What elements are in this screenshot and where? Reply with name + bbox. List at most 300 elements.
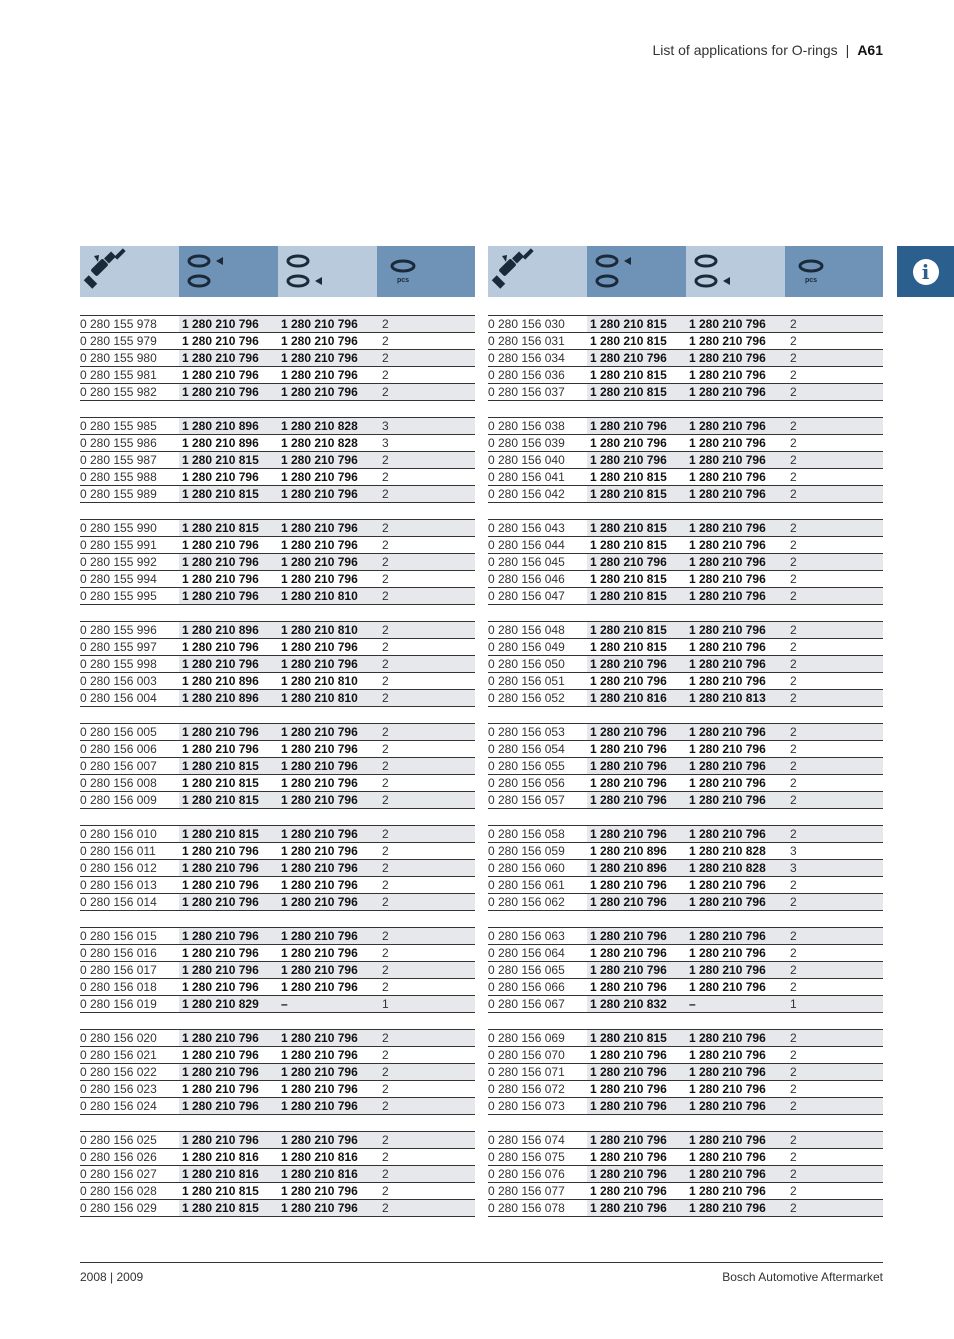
o-ring-upper-cell: 1 280 210 796 — [587, 1047, 686, 1063]
table-row — [488, 1199, 883, 1217]
o-ring-upper-cell: 1 280 210 796 — [587, 826, 686, 842]
quantity-cell: 2 — [377, 622, 475, 638]
quantity-cell: 2 — [377, 1166, 475, 1182]
injector-number-cell: 0 280 156 011 — [80, 843, 179, 859]
row-group — [80, 927, 475, 1013]
injector-number-cell: 0 280 155 995 — [80, 588, 179, 604]
quantity-cell: 2 — [785, 979, 883, 995]
o-ring-lower-cell: 1 280 210 796 — [278, 1183, 377, 1199]
table-row — [488, 1097, 883, 1115]
row-group — [80, 417, 475, 503]
o-ring-upper-cell: 1 280 210 796 — [587, 758, 686, 774]
table-row — [488, 655, 883, 672]
injector-icon — [80, 246, 179, 297]
injector-number-cell: 0 280 155 991 — [80, 537, 179, 553]
o-ring-upper-cell: 1 280 210 816 — [179, 1149, 278, 1165]
o-ring-lower-cell: – — [686, 996, 785, 1012]
table-row — [80, 978, 475, 995]
quantity-cell: 2 — [785, 1132, 883, 1148]
footer-publisher: Bosch Automotive Aftermarket — [722, 1270, 883, 1284]
o-ring-upper-cell: 1 280 210 796 — [179, 860, 278, 876]
left-table — [80, 246, 475, 1233]
quantity-cell: 2 — [785, 741, 883, 757]
injector-number-cell: 0 280 156 008 — [80, 775, 179, 791]
injector-number-cell: 0 280 156 036 — [488, 367, 587, 383]
o-ring-upper-cell: 1 280 210 796 — [587, 928, 686, 944]
table-row — [488, 417, 883, 434]
injector-number-cell: 0 280 156 048 — [488, 622, 587, 638]
row-group — [80, 723, 475, 809]
o-ring-lower-cell: 1 280 210 796 — [686, 554, 785, 570]
o-ring-upper-column-header — [179, 246, 278, 297]
o-ring-upper-cell: 1 280 210 796 — [587, 877, 686, 893]
o-ring-upper-cell: 1 280 210 815 — [587, 486, 686, 502]
o-ring-upper-cell: 1 280 210 815 — [587, 333, 686, 349]
table-row — [80, 893, 475, 911]
table-row — [80, 825, 475, 842]
injector-number-cell: 0 280 155 994 — [80, 571, 179, 587]
o-ring-upper-cell: 1 280 210 796 — [179, 537, 278, 553]
quantity-cell: 2 — [377, 1098, 475, 1114]
o-ring-lower-cell: 1 280 210 796 — [278, 1064, 377, 1080]
quantity-cell: 2 — [377, 588, 475, 604]
o-ring-lower-cell: 1 280 210 796 — [278, 384, 377, 400]
quantity-cell: 2 — [785, 1149, 883, 1165]
o-ring-lower-cell: 1 280 210 796 — [686, 724, 785, 740]
quantity-cell: 2 — [377, 1132, 475, 1148]
o-ring-lower-cell: 1 280 210 796 — [686, 520, 785, 536]
table-row — [80, 332, 475, 349]
injector-number-cell: 0 280 156 058 — [488, 826, 587, 842]
quantity-cell: 1 — [785, 996, 883, 1012]
o-ring-lower-cell: 1 280 210 796 — [278, 486, 377, 502]
injector-number-cell: 0 280 156 007 — [80, 758, 179, 774]
o-ring-upper-cell: 1 280 210 796 — [179, 843, 278, 859]
o-ring-lower-cell: 1 280 210 796 — [686, 758, 785, 774]
o-ring-upper-cell: 1 280 210 796 — [587, 1149, 686, 1165]
injector-number-cell: 0 280 156 054 — [488, 741, 587, 757]
quantity-cell: 2 — [785, 724, 883, 740]
injector-number-cell: 0 280 156 014 — [80, 894, 179, 910]
quantity-cell: 2 — [377, 928, 475, 944]
table-row — [488, 893, 883, 911]
injector-number-cell: 0 280 155 978 — [80, 316, 179, 332]
table-row — [80, 842, 475, 859]
o-ring-lower-cell: 1 280 210 796 — [278, 877, 377, 893]
injector-number-cell: 0 280 156 030 — [488, 316, 587, 332]
o-ring-lower-cell: 1 280 210 796 — [686, 622, 785, 638]
o-ring-upper-cell: 1 280 210 896 — [179, 673, 278, 689]
table-row — [80, 876, 475, 893]
o-ring-lower-cell: 1 280 210 796 — [686, 673, 785, 689]
quantity-cell: 2 — [785, 316, 883, 332]
table-row — [488, 332, 883, 349]
quantity-cell: 2 — [377, 894, 475, 910]
o-ring-lower-cell: 1 280 210 796 — [278, 537, 377, 553]
injector-number-cell: 0 280 156 027 — [80, 1166, 179, 1182]
table-row — [488, 366, 883, 383]
table-row — [80, 621, 475, 638]
table-row — [80, 485, 475, 503]
o-ring-upper-cell: 1 280 210 815 — [179, 486, 278, 502]
table-row — [80, 315, 475, 332]
o-ring-upper-cell: 1 280 210 896 — [179, 622, 278, 638]
row-group — [488, 927, 883, 1013]
table-row — [488, 638, 883, 655]
o-ring-upper-cell: 1 280 210 896 — [179, 690, 278, 706]
injector-number-cell: 0 280 156 050 — [488, 656, 587, 672]
injector-number-cell: 0 280 156 071 — [488, 1064, 587, 1080]
injector-number-cell: 0 280 156 039 — [488, 435, 587, 451]
injector-icon — [488, 246, 587, 297]
table-row — [80, 995, 475, 1013]
o-ring-upper-cell: 1 280 210 796 — [179, 979, 278, 995]
injector-number-cell: 0 280 156 021 — [80, 1047, 179, 1063]
o-ring-lower-cell: 1 280 210 810 — [278, 622, 377, 638]
injector-number-cell: 0 280 156 022 — [80, 1064, 179, 1080]
row-group — [80, 825, 475, 911]
row-group — [488, 519, 883, 605]
quantity-cell: 2 — [785, 384, 883, 400]
table-row — [488, 383, 883, 401]
o-ring-lower-cell: 1 280 210 796 — [686, 1183, 785, 1199]
o-ring-lower-column-header — [686, 246, 785, 297]
o-ring-lower-cell: 1 280 210 796 — [278, 826, 377, 842]
injector-number-cell: 0 280 156 063 — [488, 928, 587, 944]
quantity-cell: 2 — [785, 639, 883, 655]
table-row — [488, 825, 883, 842]
o-ring-upper-cell: 1 280 210 796 — [179, 656, 278, 672]
injector-number-cell: 0 280 155 981 — [80, 367, 179, 383]
row-group — [488, 1131, 883, 1217]
quantity-cell: 2 — [785, 486, 883, 502]
quantity-cell: 2 — [377, 724, 475, 740]
o-ring-lower-cell: 1 280 210 796 — [686, 588, 785, 604]
table-row — [488, 1182, 883, 1199]
o-ring-lower-cell: 1 280 210 816 — [278, 1149, 377, 1165]
info-tab[interactable] — [897, 246, 954, 297]
quantity-cell: 2 — [785, 520, 883, 536]
table-row — [80, 451, 475, 468]
quantity-cell: 2 — [785, 962, 883, 978]
table-row — [80, 1131, 475, 1148]
quantity-cell: 3 — [785, 860, 883, 876]
o-ring-upper-cell: 1 280 210 796 — [587, 775, 686, 791]
table-row — [488, 961, 883, 978]
table-row — [80, 723, 475, 740]
injector-number-cell: 0 280 156 029 — [80, 1200, 179, 1216]
row-group — [488, 1029, 883, 1115]
table-row — [488, 468, 883, 485]
injector-number-cell: 0 280 156 012 — [80, 860, 179, 876]
row-group — [80, 519, 475, 605]
o-ring-lower-cell: 1 280 210 796 — [686, 537, 785, 553]
table-row — [488, 689, 883, 707]
o-ring-upper-cell: 1 280 210 796 — [179, 877, 278, 893]
injector-column-header — [488, 246, 587, 297]
page-header — [652, 42, 883, 58]
table-row — [80, 961, 475, 978]
o-ring-upper-cell: 1 280 210 796 — [587, 418, 686, 434]
o-ring-upper-cell: 1 280 210 815 — [587, 588, 686, 604]
o-ring-upper-cell: 1 280 210 796 — [587, 741, 686, 757]
o-ring-upper-cell: 1 280 210 815 — [179, 792, 278, 808]
injector-number-cell: 0 280 156 077 — [488, 1183, 587, 1199]
o-ring-lower-cell: – — [278, 996, 377, 1012]
injector-number-cell: 0 280 156 047 — [488, 588, 587, 604]
o-ring-lower-cell: 1 280 210 796 — [278, 1098, 377, 1114]
o-ring-upper-cell: 1 280 210 815 — [587, 571, 686, 587]
quantity-cell: 2 — [785, 554, 883, 570]
o-ring-upper-cell: 1 280 210 796 — [179, 367, 278, 383]
table-row — [80, 587, 475, 605]
injector-number-cell: 0 280 155 980 — [80, 350, 179, 366]
injector-number-cell: 0 280 156 055 — [488, 758, 587, 774]
o-ring-upper-cell: 1 280 210 796 — [179, 384, 278, 400]
quantity-cell: 3 — [377, 435, 475, 451]
o-ring-upper-cell: 1 280 210 896 — [179, 418, 278, 434]
table-row — [488, 1080, 883, 1097]
quantity-cell: 2 — [377, 350, 475, 366]
table-row — [488, 859, 883, 876]
o-ring-lower-cell: 1 280 210 796 — [686, 639, 785, 655]
o-ring-upper-cell: 1 280 210 796 — [179, 571, 278, 587]
o-ring-pair-lower-arrow-icon — [278, 246, 377, 297]
o-ring-upper-cell: 1 280 210 796 — [587, 894, 686, 910]
injector-number-cell: 0 280 156 015 — [80, 928, 179, 944]
quantity-cell: 2 — [785, 877, 883, 893]
o-ring-upper-cell: 1 280 210 796 — [179, 316, 278, 332]
right-table — [488, 246, 883, 1233]
quantity-cell: 2 — [785, 1166, 883, 1182]
injector-number-cell: 0 280 156 016 — [80, 945, 179, 961]
o-ring-lower-cell: 1 280 210 796 — [686, 367, 785, 383]
quantity-cell: 2 — [785, 350, 883, 366]
injector-column-header — [80, 246, 179, 297]
o-ring-lower-cell: 1 280 210 796 — [686, 1166, 785, 1182]
o-ring-upper-cell: 1 280 210 796 — [179, 1064, 278, 1080]
table-row — [80, 570, 475, 587]
o-ring-upper-cell: 1 280 210 816 — [587, 690, 686, 706]
table-row — [488, 587, 883, 605]
o-ring-upper-cell: 1 280 210 796 — [587, 435, 686, 451]
o-ring-lower-column-header — [278, 246, 377, 297]
o-ring-lower-cell: 1 280 210 796 — [278, 724, 377, 740]
quantity-cell: 2 — [785, 1081, 883, 1097]
o-ring-lower-cell: 1 280 210 796 — [278, 962, 377, 978]
o-ring-lower-cell: 1 280 210 796 — [278, 520, 377, 536]
table-row — [488, 842, 883, 859]
quantity-cell: 2 — [377, 1183, 475, 1199]
quantity-cell: 2 — [377, 333, 475, 349]
table-row — [488, 621, 883, 638]
quantity-cell: 2 — [377, 690, 475, 706]
quantity-cell: 2 — [377, 962, 475, 978]
o-ring-upper-cell: 1 280 210 796 — [587, 452, 686, 468]
table-row — [80, 536, 475, 553]
quantity-cell: 2 — [785, 928, 883, 944]
quantity-cell: 2 — [377, 945, 475, 961]
injector-number-cell: 0 280 155 990 — [80, 520, 179, 536]
table-row — [80, 689, 475, 707]
table-row — [488, 672, 883, 689]
o-ring-upper-cell: 1 280 210 796 — [179, 894, 278, 910]
row-group — [488, 315, 883, 401]
table-row — [488, 774, 883, 791]
row-group — [80, 315, 475, 401]
o-ring-lower-cell: 1 280 210 796 — [278, 758, 377, 774]
o-ring-upper-cell: 1 280 210 796 — [587, 673, 686, 689]
quantity-cell: 2 — [785, 435, 883, 451]
injector-number-cell: 0 280 156 049 — [488, 639, 587, 655]
injector-number-cell: 0 280 156 069 — [488, 1030, 587, 1046]
injector-number-cell: 0 280 156 056 — [488, 775, 587, 791]
quantity-cell: 2 — [377, 486, 475, 502]
o-ring-lower-cell: 1 280 210 810 — [278, 588, 377, 604]
table-row — [488, 451, 883, 468]
table-row — [488, 485, 883, 503]
o-ring-upper-cell: 1 280 210 796 — [587, 1132, 686, 1148]
injector-number-cell: 0 280 155 996 — [80, 622, 179, 638]
quantity-cell: 2 — [785, 588, 883, 604]
pcs-label: pcs — [396, 277, 410, 284]
injector-number-cell: 0 280 156 060 — [488, 860, 587, 876]
o-ring-lower-cell: 1 280 210 796 — [278, 1030, 377, 1046]
quantity-cell: 2 — [785, 622, 883, 638]
injector-number-cell: 0 280 156 044 — [488, 537, 587, 553]
injector-number-cell: 0 280 156 034 — [488, 350, 587, 366]
o-ring-upper-cell: 1 280 210 796 — [179, 639, 278, 655]
table-row — [80, 1046, 475, 1063]
row-group — [80, 1131, 475, 1217]
o-ring-upper-cell: 1 280 210 796 — [587, 962, 686, 978]
o-ring-upper-cell: 1 280 210 815 — [179, 1200, 278, 1216]
footer-divider — [80, 1262, 883, 1263]
o-ring-upper-cell: 1 280 210 815 — [587, 639, 686, 655]
o-ring-lower-cell: 1 280 210 796 — [278, 775, 377, 791]
o-ring-lower-cell: 1 280 210 796 — [278, 1047, 377, 1063]
table-row — [488, 723, 883, 740]
injector-number-cell: 0 280 155 985 — [80, 418, 179, 434]
table-row — [80, 1182, 475, 1199]
o-ring-upper-cell: 1 280 210 796 — [587, 1064, 686, 1080]
o-ring-upper-cell: 1 280 210 796 — [179, 588, 278, 604]
table-row — [80, 672, 475, 689]
row-group — [488, 825, 883, 911]
injector-number-cell: 0 280 156 051 — [488, 673, 587, 689]
injector-number-cell: 0 280 156 020 — [80, 1030, 179, 1046]
injector-number-cell: 0 280 155 988 — [80, 469, 179, 485]
o-ring-lower-cell: 1 280 210 796 — [686, 962, 785, 978]
o-ring-lower-cell: 1 280 210 796 — [278, 741, 377, 757]
o-ring-upper-cell: 1 280 210 796 — [179, 333, 278, 349]
o-ring-lower-cell: 1 280 210 796 — [278, 469, 377, 485]
o-ring-lower-cell: 1 280 210 796 — [278, 792, 377, 808]
quantity-cell: 2 — [785, 418, 883, 434]
table-row — [488, 876, 883, 893]
injector-number-cell: 0 280 156 038 — [488, 418, 587, 434]
o-ring-upper-cell: 1 280 210 796 — [179, 1030, 278, 1046]
o-ring-lower-cell: 1 280 210 796 — [278, 452, 377, 468]
injector-number-cell: 0 280 156 010 — [80, 826, 179, 842]
table-header — [488, 246, 883, 297]
o-ring-lower-cell: 1 280 210 796 — [686, 1030, 785, 1046]
injector-number-cell: 0 280 156 052 — [488, 690, 587, 706]
row-group — [488, 417, 883, 503]
o-ring-lower-cell: 1 280 210 796 — [686, 486, 785, 502]
quantity-cell: 2 — [785, 758, 883, 774]
o-ring-lower-cell: 1 280 210 796 — [278, 1132, 377, 1148]
o-ring-count-icon — [377, 246, 475, 297]
o-ring-lower-cell: 1 280 210 810 — [278, 673, 377, 689]
info-icon: i — [913, 259, 939, 285]
o-ring-upper-cell: 1 280 210 796 — [179, 928, 278, 944]
table-row — [80, 468, 475, 485]
quantity-cell: 2 — [785, 894, 883, 910]
quantity-cell: 2 — [785, 775, 883, 791]
quantity-cell: 2 — [785, 1030, 883, 1046]
quantity-cell: 2 — [785, 537, 883, 553]
o-ring-lower-cell: 1 280 210 796 — [686, 826, 785, 842]
o-ring-lower-cell: 1 280 210 796 — [278, 843, 377, 859]
quantity-cell: 2 — [785, 1200, 883, 1216]
quantity-column-header — [377, 246, 475, 297]
injector-number-cell: 0 280 156 043 — [488, 520, 587, 536]
o-ring-lower-cell: 1 280 210 796 — [278, 1200, 377, 1216]
page-number: A61 — [857, 42, 883, 58]
row-group — [80, 1029, 475, 1115]
o-ring-upper-cell: 1 280 210 796 — [179, 741, 278, 757]
o-ring-pair-upper-arrow-icon — [587, 246, 686, 297]
o-ring-upper-cell: 1 280 210 796 — [179, 1081, 278, 1097]
injector-number-cell: 0 280 156 023 — [80, 1081, 179, 1097]
o-ring-lower-cell: 1 280 210 796 — [686, 877, 785, 893]
injector-number-cell: 0 280 156 078 — [488, 1200, 587, 1216]
o-ring-lower-cell: 1 280 210 813 — [686, 690, 785, 706]
o-ring-lower-cell: 1 280 210 796 — [278, 367, 377, 383]
injector-number-cell: 0 280 156 075 — [488, 1149, 587, 1165]
o-ring-upper-cell: 1 280 210 815 — [587, 367, 686, 383]
quantity-cell: 2 — [377, 452, 475, 468]
injector-number-cell: 0 280 155 979 — [80, 333, 179, 349]
quantity-cell: 2 — [377, 1047, 475, 1063]
quantity-cell: 2 — [785, 792, 883, 808]
injector-number-cell: 0 280 156 059 — [488, 843, 587, 859]
o-ring-lower-cell: 1 280 210 796 — [686, 384, 785, 400]
injector-number-cell: 0 280 156 070 — [488, 1047, 587, 1063]
o-ring-lower-cell: 1 280 210 828 — [686, 843, 785, 859]
injector-number-cell: 0 280 156 004 — [80, 690, 179, 706]
table-row — [488, 1148, 883, 1165]
quantity-cell: 2 — [377, 758, 475, 774]
o-ring-lower-cell: 1 280 210 796 — [278, 316, 377, 332]
o-ring-upper-cell: 1 280 210 815 — [587, 1030, 686, 1046]
o-ring-lower-cell: 1 280 210 816 — [278, 1166, 377, 1182]
quantity-cell: 2 — [377, 877, 475, 893]
injector-number-cell: 0 280 156 026 — [80, 1149, 179, 1165]
table-row — [488, 944, 883, 961]
o-ring-lower-cell: 1 280 210 796 — [278, 1081, 377, 1097]
row-group — [80, 621, 475, 707]
injector-number-cell: 0 280 156 003 — [80, 673, 179, 689]
quantity-cell: 2 — [785, 1064, 883, 1080]
injector-number-cell: 0 280 156 067 — [488, 996, 587, 1012]
table-row — [80, 1148, 475, 1165]
quantity-cell: 2 — [377, 520, 475, 536]
injector-number-cell: 0 280 156 040 — [488, 452, 587, 468]
quantity-cell: 2 — [785, 945, 883, 961]
o-ring-upper-cell: 1 280 210 829 — [179, 996, 278, 1012]
